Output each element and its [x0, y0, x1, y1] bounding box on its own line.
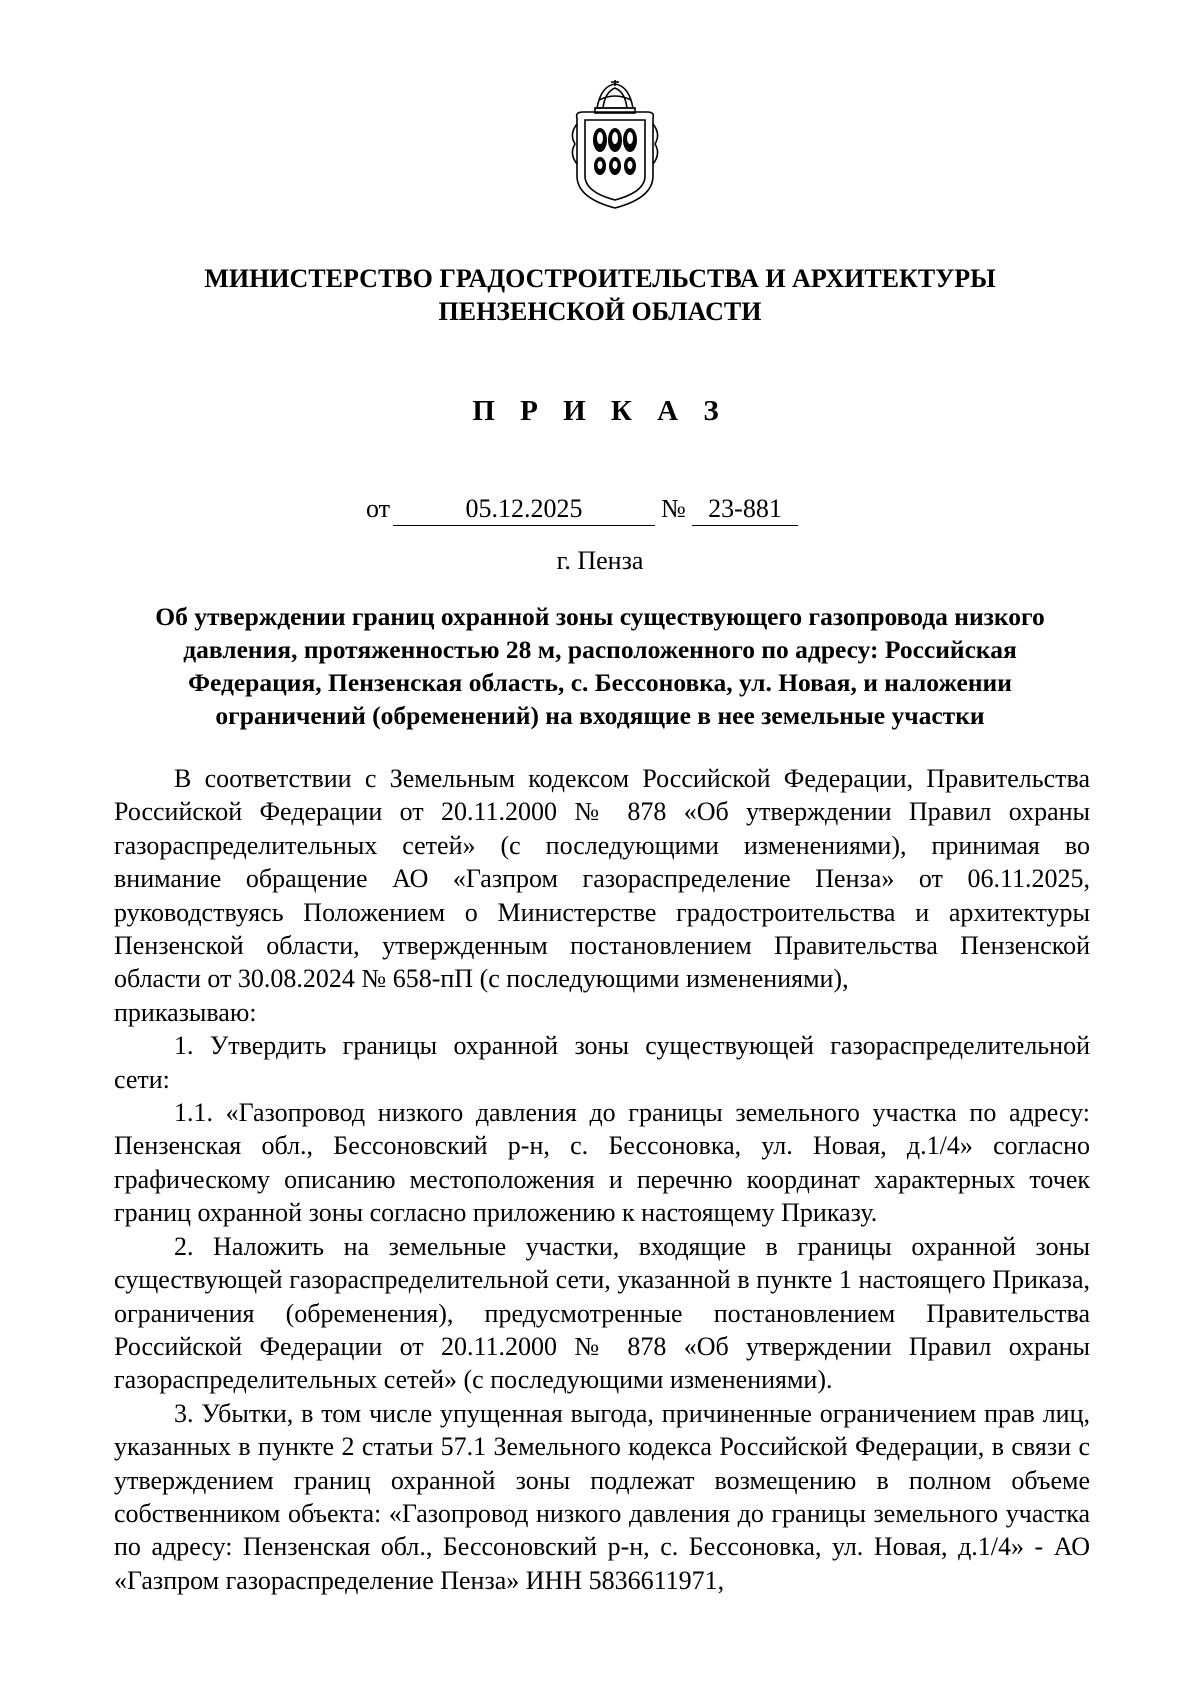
subject-line-4: ограничений (обременений) на входящие в нее земельные участки: [215, 701, 985, 730]
order-body: [114, 762, 1090, 1597]
penza-coat-of-arms-icon: [565, 78, 665, 212]
item-2: 2. Наложить на земельные участки, входящие в границы охранной зоны существующей газораспределительной сети, указанной в пункте 1 настоящего Приказа, ограничения (обременения), предусмотренные постановлением Правительства Российской Федерации от 20.11.2000 № 878 «Об утверждении Правил охраны газораспределительных сетей» (с последующими изменениями).: [114, 1231, 1090, 1395]
date-from-label: от: [366, 494, 391, 523]
order-title: П Р И К А З: [472, 395, 728, 427]
subject-line-1: Об утверждении границ охранной зоны существующего газопровода низкого: [155, 602, 1045, 631]
item-3: 3. Убытки, в том числе упущенная выгода, причиненные ограничением прав лиц, указанных в пункте 2 статьи 57.1 Земельного кодекса Российской Федерации, в связи с утверждением границ охранной зоны подлежат возмещению в полном объеме собственником объекта: «Газопровод низкого давления до границы земельного участка по адресу: Пензенская обл., Бессоновский р-н, с. Бессоновка, ул. Новая, д.1/4» - АО «Газпром газораспределение Пенза» ИНН 5836611971,: [114, 1398, 1090, 1595]
ministry-line-2: ПЕНЗЕНСКОЙ ОБЛАСТИ: [438, 297, 762, 326]
preamble-paragraph: В соответствии с Земельным кодексом Российской Федерации, Правительства Российской Федерации от 20.11.2000 № 878 «Об утверждении Правил охраны газораспределительных сетей» (с последующими изменениями), принимая во внимание обращение АО «Газпром газораспределение Пенза» от 06.11.2025, руководствуясь Положением о Министерстве градостроительства и архитектуры Пензенской области, утвержденным постановлением Правительства Пензенской области от 30.08.2024 № 658-пП (с последующими изменениями),: [114, 764, 1090, 994]
item-1-1: 1.1. «Газопровод низкого давления до границы земельного участка по адресу: Пензенская обл., Бессоновский р-н, с. Бессоновка, ул. Новая, д.1/4» согласно графическому описанию местоположения и перечню координат характерных точек границ охранной зоны согласно приложению к настоящему Приказу.: [114, 1098, 1090, 1228]
city: г. Пенза: [556, 546, 644, 575]
decree-word: приказываю:: [114, 997, 257, 1027]
subject-line-2: давления, протяженностью 28 м, расположенного по адресу: Российская: [183, 635, 1017, 664]
ministry-line-1: МИНИСТЕРСТВО ГРАДОСТРОИТЕЛЬСТВА И АРХИТЕКТУРЫ: [204, 264, 996, 293]
order-subject: [120, 600, 1080, 732]
subject-line-3: Федерация, Пензенская область, с. Бессоновка, ул. Новая, и наложении: [188, 668, 1012, 697]
order-date: 05.12.2025: [393, 493, 655, 526]
item-1: 1. Утвердить границы охранной зоны существующей газораспределительной сети:: [114, 1031, 1090, 1094]
number-label: №: [661, 494, 686, 523]
ministry-name: [100, 262, 1100, 328]
order-number: 23-881: [692, 493, 798, 526]
